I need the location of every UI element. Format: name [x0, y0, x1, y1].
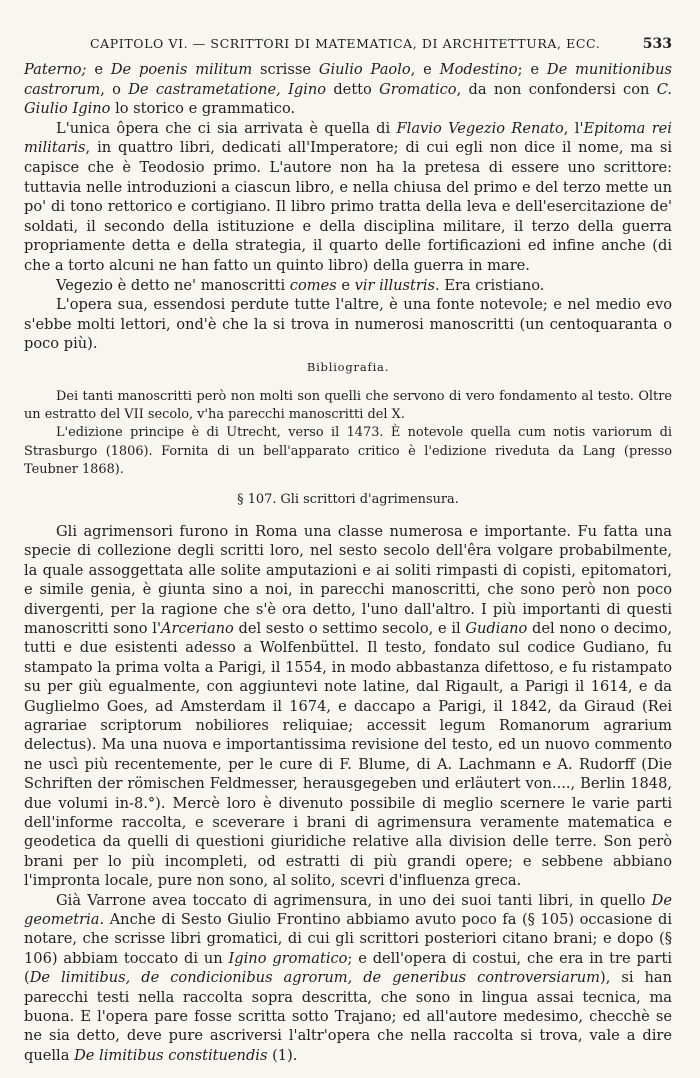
italic-text: Flavio Vegezio Renato — [396, 119, 564, 137]
bibliography-heading: Bibliografia. — [306, 359, 390, 374]
paragraph: Dei tanti manoscritti però non molti son quelli che servono di vero fondamento al testo. Oltre un estratto del VII secolo, v'ha parecchi manoscritti del X. — [24, 388, 672, 423]
page-number: 533 — [642, 36, 672, 52]
italic-text: De geometria — [24, 891, 672, 929]
paragraph: Vegezio è detto ne' manoscritti comes e vir illustris. Era cristiano. — [56, 276, 545, 294]
italic-text: vir illustris — [354, 276, 436, 294]
italic-text: Gudiano — [465, 619, 528, 637]
paragraph: Gli agrimensori furono in Roma una classe numerosa e importante. Fu fatta una specie di collezione degli scritti loro, nel sesto secolo dell'êra volgare probabilmente, la quale assoggettata alle solite amputazioni e ai soliti rimpasti di copisti, epitomatori, e simile genia, è giunta sino a noi, in parecchi manoscritti, che sono però non poco divergenti, per la ragione che s'è ora detto, l'uno dall'altro. I più importanti di questi manoscritti sono l'Arceriano del sesto o settimo secolo, e il Gudiano del nono o decimo, tutti e due esistenti adesso a Wolfenbüttel. Il testo, fondato sul codice Gudiano, fu stampato la prima volta a Parigi, il 1554, in modo abbastanza difettoso, e fu ristampato su per giù egualmente, con aggiuntevi note latine, dal Rigault, a Parigi il 1614, e da Guglielmo Goes, ad Amsterdam il 1674, e daccapo a Parigi, il 1842, da Giraud (Rei agrariae scriptorum nobiliores reliquiae; accessit legum Romanorum agrarium delectus). Ma una nuova e importantissima revisione del testo, ed un nuovo commento ne uscì più recentemente, per le cure di F. Blume, di A. Lachmann e A. Rudorff (Die Schriften der römischen Feldmesser, herausgegeben und erläutert von...., Berlin 1848, due volumi in-8.°). Mercè loro è divenuto possibile di meglio scernere le varie parti dell'informe raccolta, e sceverare i brani di agrimensura veramente matematica e geodetica da quelli di questioni giuridiche relative alla division delle terre. Son però brani per lo più incompleti, od estratti di più grandi opere; e sebbene abbiano l'impronta locale, pure non sono, al solito, scevri d'influenza greca. — [24, 522, 672, 890]
paragraph: L'opera sua, essendosi perdute tutte l'altre, è una fonte notevole; e nel medio evo s'ebbe molti lettori, ond'è che la si trova in numerosi manoscritti (un centoquaranta o poco più). — [24, 296, 672, 353]
section-heading: § 107. Gli scrittori d'agrimensura. — [237, 491, 459, 507]
italic-text: Paterno; — [24, 61, 87, 78]
italic-text: Igino gromatico — [228, 949, 348, 967]
italic-text: De castrametatione, Igino — [128, 80, 327, 98]
paragraph: L'unica ôpera che ci sia arrivata è quella di Flavio Vegezio Renato, l'Epitoma rei militaris, in quattro libri, dedicati all'Imperatore; di cui egli non dice il nome, ma si capisce che è Teodosio primo. L'autore non ha la pretesa di essere uno scrittore: tuttavia nelle introduzioni a ciascun libro, e nella chiusa del primo e del terzo mette un po' di tono rettorico e cortigiano. Il libro primo tratta della leva e dell'esercitazione de' soldati, il secondo della istituzione e della disciplina militare, il terzo della guerra propriamente detta e della strategia, il quarto delle fortificazioni ed infine anche (di che a torto alcuni ne han fatto un quinto libro) della guerra in mare. — [24, 119, 672, 274]
italic-text: Giulio Paolo — [318, 61, 411, 78]
italic-text: De poenis militum — [110, 61, 253, 78]
paragraph: Paterno; e De poenis militum scrisse Giulio Paolo, e Modestino; e De munitionibus castrorum, o De castrametatione, Igino detto Gromatico, da non confondersi con C. Giulio Igino lo storico e grammatico. — [24, 61, 673, 118]
italic-text: Gromatico — [379, 80, 457, 98]
paragraph: L'edizione principe è di Utrecht, verso il 1473. È notevole quella cum notis variorum di Strasburgo (1806). Fornita di un bell'apparato critico è l'edizione riveduta da Lang (presso Teubner 1868). — [24, 425, 672, 477]
italic-text: De limitibus, de condicionibus agrorum, de generibus controversiarum — [29, 969, 600, 987]
section-text — [24, 522, 672, 1065]
italic-text: Epitoma rei militaris — [24, 119, 672, 157]
italic-text: De munitionibus castrorum — [24, 61, 673, 98]
bibliography-text — [24, 388, 672, 479]
italic-text: Modestino — [439, 61, 518, 78]
italic-text: Arceriano — [160, 619, 234, 637]
running-title: CAPITOLO VI. — SCRITTORI DI MATEMATICA, DI ARCHITETTURA, ECC. — [90, 36, 601, 51]
italic-text: C. Giulio Igino — [24, 80, 672, 118]
page-header — [90, 36, 672, 52]
italic-text: comes — [289, 276, 337, 294]
intro-text — [24, 60, 672, 354]
book-page — [24, 36, 672, 1065]
paragraph: Già Varrone avea toccato di agrimensura, in uno dei suoi tanti libri, in quello De geometria. Anche di Sesto Giulio Frontino abbiamo avuto poco fa (§ 105) occasione di notare, che scrisse libri gromatici, di cui gli scrittori posteriori citano brani; e dopo (§ 106) abbiam toccato di un Igino gromatico; e dell'opera di costui, che era in tre parti (De limitibus, de condicionibus agrorum, de generibus controversiarum), si han parecchi testi nella raccolta sopra descritta, che sono in lingua assai tecnica, ma buona. E l'opera pare fosse scritta sotto Trajano; ed all'autore medesimo, checchè se ne sia detto, deve pure ascriversi l'altr'opera che nella raccolta si trova, vale a dire quella De limitibus constituendis (1). — [24, 891, 672, 1064]
italic-text: De limitibus constituendis — [74, 1046, 268, 1064]
